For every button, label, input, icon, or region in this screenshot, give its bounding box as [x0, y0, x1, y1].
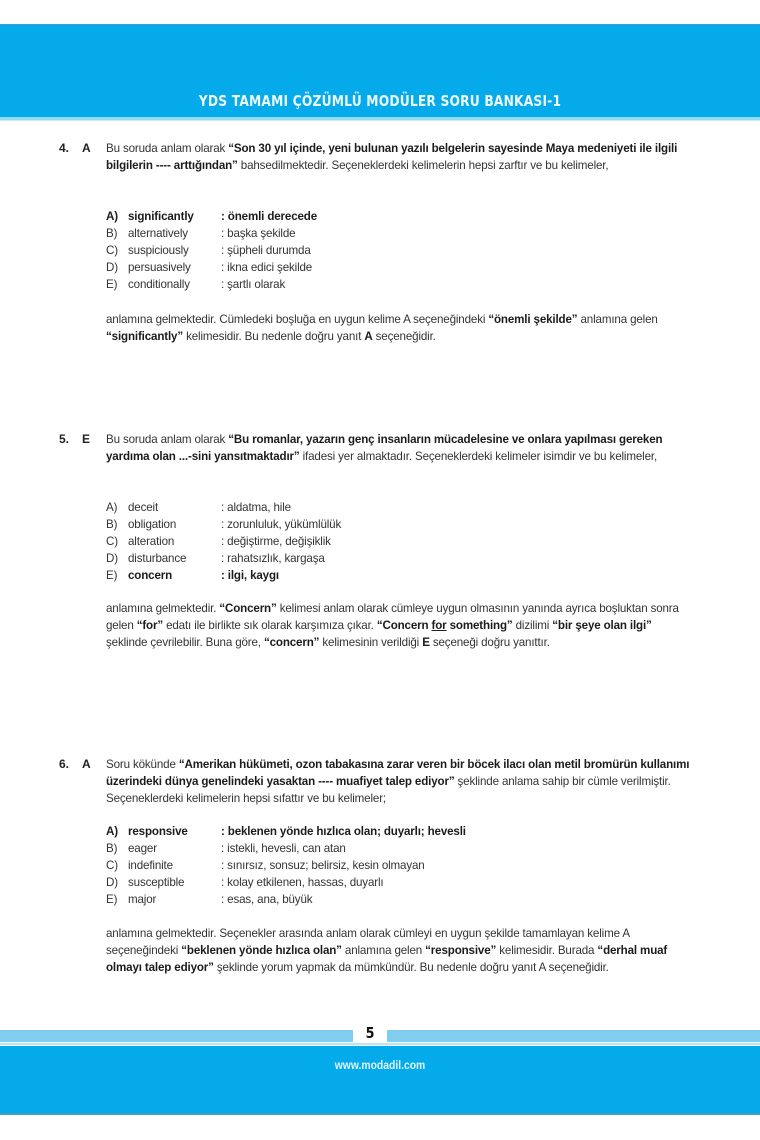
text: kelimesidir. Bu nedenle doğru yanıt	[183, 330, 365, 343]
option-word: deceit	[128, 501, 159, 514]
text: anlamına gelmektedir. Cümledeki boşluğa en uygun kelime A seçeneğindeki	[106, 313, 489, 326]
option-word: concern	[128, 569, 173, 582]
option-c	[106, 533, 696, 550]
book-title: YDS TAMAMI ÇÖZÜMLÜ MODÜLER SORU BANKASI-1	[198, 92, 562, 110]
option-a	[106, 823, 696, 840]
text: dizilimi	[512, 619, 553, 632]
text: anlamına gelmektedir.	[106, 602, 220, 615]
option-word: major	[128, 893, 157, 906]
explanation	[106, 600, 696, 651]
option-word: conditionally	[128, 278, 190, 291]
option-d	[106, 550, 696, 567]
option-meaning: : önemli derecede	[221, 210, 318, 223]
option-letter: A)	[106, 501, 118, 514]
option-letter: A)	[106, 210, 118, 223]
option-letter: B)	[106, 518, 118, 531]
text: Soru kökünde	[106, 758, 179, 771]
option-meaning: : kolay etkilenen, hassas, duyarlı	[221, 876, 384, 889]
options-list	[106, 499, 696, 584]
explanation	[106, 925, 696, 976]
option-letter: C)	[106, 859, 118, 872]
option-meaning: : beklenen yönde hızlıca olan; duyarlı; hevesli	[221, 825, 466, 838]
option-letter: D)	[106, 552, 118, 565]
option-e	[106, 891, 696, 908]
option-word: obligation	[128, 518, 177, 531]
option-meaning: : şüpheli durumda	[221, 244, 311, 257]
option-letter: C)	[106, 244, 118, 257]
option-meaning: : değiştirme, değişiklik	[221, 535, 331, 548]
underlined-word: for	[431, 619, 447, 632]
question-intro	[106, 756, 696, 807]
option-letter: B)	[106, 842, 118, 855]
text: “Concern	[376, 619, 432, 632]
option-letter: E)	[106, 278, 118, 291]
footer-strip-left	[0, 1030, 353, 1042]
option-word: eager	[128, 842, 157, 855]
options-list	[106, 823, 696, 908]
option-meaning: : aldatma, hile	[221, 501, 291, 514]
answer-key: A	[82, 141, 91, 155]
emphasis: “for”	[136, 619, 164, 632]
text: anlamına gelmektedir. Seçenekler arasında anlam olarak cümleyi en uygun şekilde tamamlayan kelime A seçeneğindeki	[106, 927, 630, 957]
text: kelimesidir. Burada	[496, 944, 598, 957]
option-word: significantly	[128, 210, 194, 223]
emphasis: “responsive”	[425, 944, 497, 957]
emphasis	[377, 619, 513, 632]
quoted-sentence: “Son 30 yıl içinde, yeni bulunan yazılı belgelerin sayesinde Maya medeniyeti ile ilgili bilgilerin ---- arttığından”	[106, 142, 678, 172]
answer-key: E	[82, 432, 91, 446]
quoted-sentence: “Bu romanlar, yazarın genç insanların mücadelesine ve onlara yapılması gereken yardıma olan ...-sini yansıtmaktadır”	[106, 433, 663, 463]
page-number: 5	[365, 1024, 375, 1042]
option-e	[106, 276, 696, 293]
option-c	[106, 857, 696, 874]
option-meaning: : istekli, hevesli, can atan	[221, 842, 346, 855]
option-a	[106, 208, 696, 225]
text: şeklinde anlama sahip bir cümle verilmiştir. Seçeneklerdeki kelimelerin hepsi sıfattır ve bu kelimeler;	[106, 775, 671, 805]
option-b	[106, 225, 696, 242]
option-b	[106, 516, 696, 533]
text: Bu soruda anlam olarak	[106, 142, 229, 155]
emphasis: “önemli şekilde”	[488, 313, 578, 326]
text: ifadesi yer almaktadır. Seçeneklerdeki kelimeler isimdir ve bu kelimeler,	[299, 450, 658, 463]
option-meaning: : ikna edici şekilde	[221, 261, 313, 274]
text: kelimesi anlam olarak cümleye uygun olmasının yanında ayrıca boşluktan sonra gelen	[106, 602, 679, 632]
question-intro	[106, 140, 696, 174]
emphasis: A	[364, 330, 373, 343]
answer-key: A	[82, 757, 91, 771]
option-meaning: : başka şekilde	[221, 227, 296, 240]
emphasis: “beklenen yönde hızlıca olan”	[181, 944, 342, 957]
emphasis: “significantly”	[106, 330, 183, 343]
text: something”	[446, 619, 513, 632]
option-d	[106, 874, 696, 891]
text: anlamına gelen	[577, 313, 658, 326]
quoted-sentence: “Amerikan hükümeti, ozon tabakasına zarar veren bir böcek ilacı olan metil bromürün kullanımı üzerindeki dünya genelindeki yasaktan ---- muafiyet talep ediyor”	[106, 758, 690, 788]
option-word: alteration	[128, 535, 175, 548]
text: edatı ile birlikte sık olarak karşımıza çıkar.	[163, 619, 377, 632]
option-b	[106, 840, 696, 857]
question-intro	[106, 431, 696, 465]
option-a	[106, 499, 696, 516]
question-number: 6.	[59, 757, 70, 771]
text: anlamına gelen	[341, 944, 426, 957]
emphasis: “bir şeye olan ilgi”	[552, 619, 652, 632]
footer-strip-right	[387, 1030, 760, 1042]
option-meaning: : esas, ana, büyük	[221, 893, 313, 906]
footer-band	[0, 1046, 760, 1115]
option-letter: E)	[106, 893, 118, 906]
text: şeklinde çevrilebilir. Buna göre,	[106, 636, 264, 649]
text: Bu soruda anlam olarak	[106, 433, 229, 446]
option-meaning: : sınırsız, sonsuz; belirsiz, kesin olmayan	[221, 859, 425, 872]
explanation	[106, 311, 696, 345]
option-e	[106, 567, 696, 584]
options-list	[106, 208, 696, 293]
option-word: persuasively	[128, 261, 191, 274]
emphasis: E	[422, 636, 430, 649]
header-divider	[0, 117, 760, 121]
text: şeklinde yorum yapmak da mümkündür. Bu nedenle doğru yanıt A seçeneğidir.	[213, 961, 609, 974]
text: kelimesinin verildiği	[319, 636, 423, 649]
option-d	[106, 259, 696, 276]
question-number: 4.	[59, 141, 70, 155]
option-meaning: : rahatsızlık, kargaşa	[221, 552, 325, 565]
option-word: alternatively	[128, 227, 188, 240]
option-letter: D)	[106, 261, 118, 274]
emphasis: “Concern”	[219, 602, 277, 615]
option-word: responsive	[128, 825, 188, 838]
option-letter: D)	[106, 876, 118, 889]
option-word: suspiciously	[128, 244, 189, 257]
text: seçeneğidir.	[372, 330, 436, 343]
option-letter: C)	[106, 535, 118, 548]
emphasis: “concern”	[263, 636, 320, 649]
question-number: 5.	[59, 432, 70, 446]
footer-divider	[0, 1043, 760, 1045]
option-meaning: : zorunluluk, yükümlülük	[221, 518, 342, 531]
option-letter: B)	[106, 227, 118, 240]
option-letter: A)	[106, 825, 118, 838]
text: seçeneği doğru yanıttır.	[429, 636, 550, 649]
option-meaning: : şartlı olarak	[221, 278, 286, 291]
option-word: disturbance	[128, 552, 187, 565]
option-word: indefinite	[128, 859, 173, 872]
option-meaning: : ilgi, kaygı	[221, 569, 279, 582]
option-c	[106, 242, 696, 259]
option-word: susceptible	[128, 876, 185, 889]
text: bahsedilmektedir. Seçeneklerdeki kelimelerin hepsi zarftır ve bu kelimeler,	[237, 159, 609, 172]
emphasis: “derhal muaf olmayı talep ediyor”	[106, 944, 668, 974]
option-letter: E)	[106, 569, 118, 582]
footer-url[interactable]: www.modadil.com	[334, 1060, 426, 1072]
